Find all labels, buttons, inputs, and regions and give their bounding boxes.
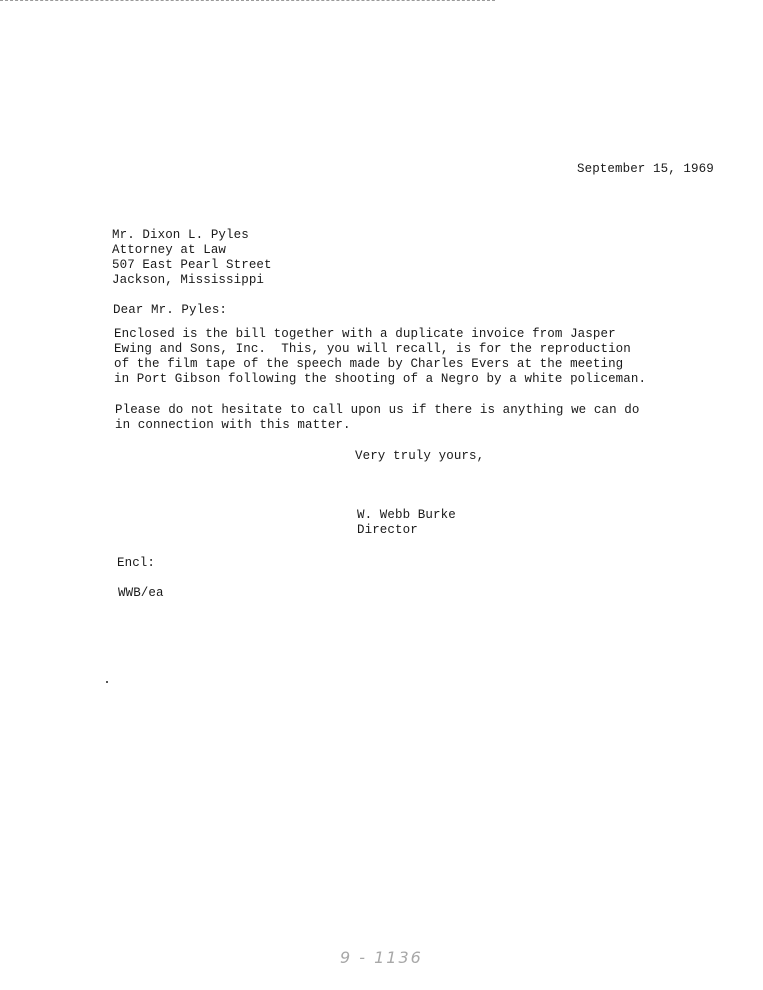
salutation: Dear Mr. Pyles: [113,303,228,317]
document-number: 9 - 1136 [340,948,423,967]
paragraph-line: of the film tape of the speech made by Charles Evers at the meeting [114,357,624,371]
paragraph-line: in connection with this matter. [115,418,351,432]
letter-date: September 15, 1969 [577,162,714,176]
paragraph-line: Ewing and Sons, Inc. This, you will recall, is for the reproduction [114,342,631,356]
signature-block [357,508,456,538]
signer-name: W. Webb Burke [357,508,456,522]
signer-title: Director [357,523,418,537]
recipient-title: Attorney at Law [112,243,227,257]
paragraph-line: Please do not hesitate to call upon us if there is anything we can do [115,403,640,417]
paragraph-line: Enclosed is the bill together with a duplicate invoice from Jasper [114,327,616,341]
enclosure-notation: Encl: [117,556,156,570]
recipient-street: 507 East Pearl Street [112,258,272,272]
recipient-address [112,228,272,288]
reference-initials: WWB/ea [118,586,164,600]
recipient-city: Jackson, Mississippi [112,273,265,287]
recipient-name: Mr. Dixon L. Pyles [112,228,249,242]
body-paragraph-1 [114,327,646,387]
top-dashed-rule [0,0,495,1]
scan-speck [106,681,108,683]
paragraph-line: in Port Gibson following the shooting of a Negro by a white policeman. [114,372,647,386]
complimentary-closing: Very truly yours, [355,449,485,463]
body-paragraph-2 [115,403,639,433]
